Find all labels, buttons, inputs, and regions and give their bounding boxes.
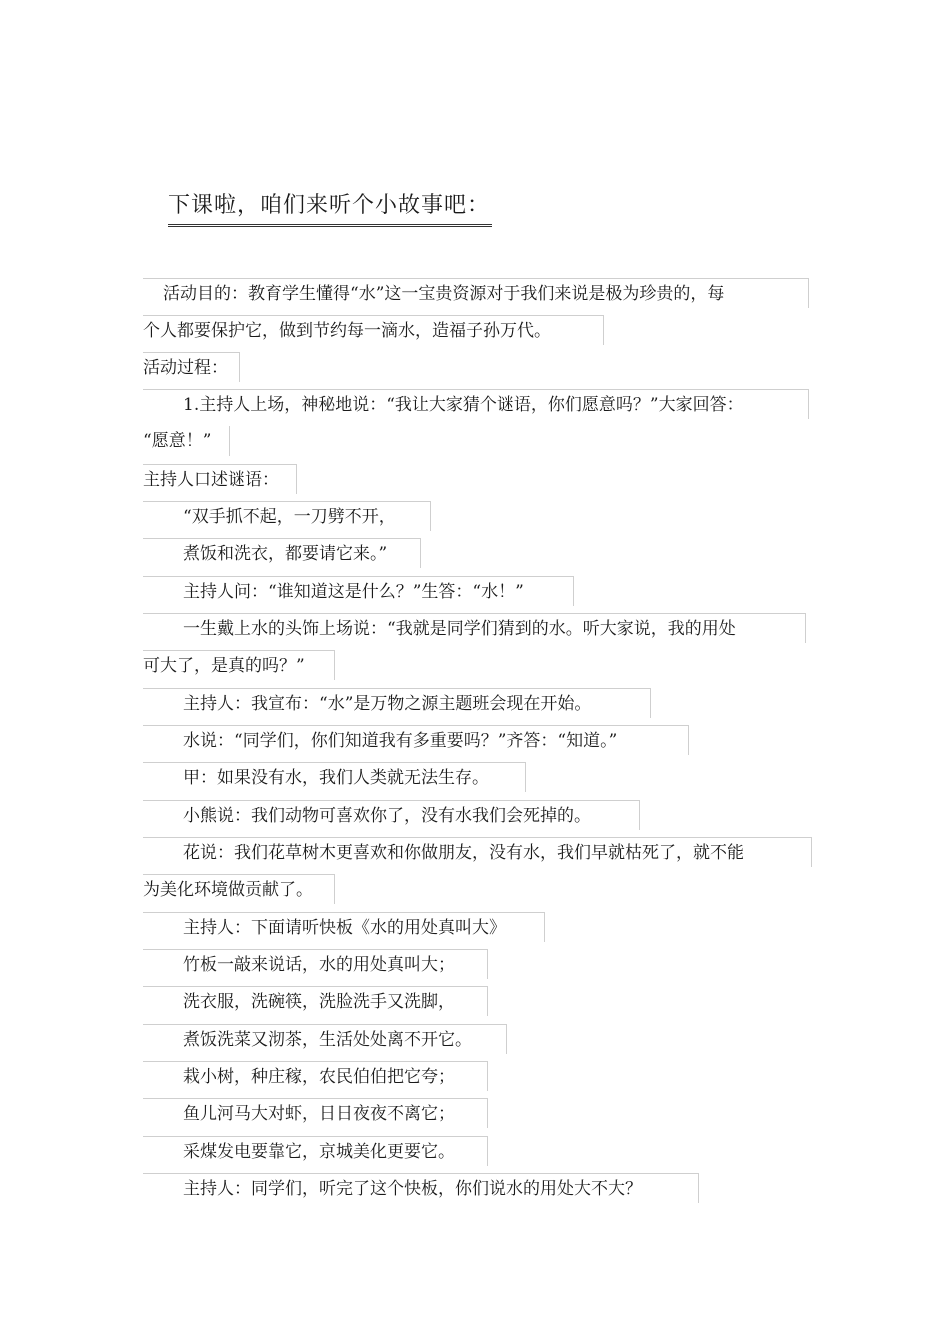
paragraph-line: 花说：我们花草树木更喜欢和你做朋友，没有水，我们早就枯死了，就不能 xyxy=(143,837,812,867)
page-title: 下课啦，咱们来听个小故事吧： xyxy=(168,190,492,227)
paragraph-line: 水说：“同学们，你们知道我有多重要吗？”齐答：“知道。” xyxy=(143,725,689,755)
paragraph-line: 1.主持人上场，神秘地说：“我让大家猜个谜语，你们愿意吗？”大家回答： xyxy=(143,389,809,419)
paragraph-line: “愿意！” xyxy=(143,426,230,456)
paragraph-line: 个人都要保护它，做到节约每一滴水，造福子孙万代。 xyxy=(143,315,604,345)
paragraph-line: 主持人口述谜语： xyxy=(143,464,297,494)
paragraph-line: 主持人问：“谁知道这是什么？”生答：“水！” xyxy=(143,576,574,606)
paragraph-line: 主持人：同学们，听完了这个快板，你们说水的用处大不大？ xyxy=(143,1173,699,1203)
paragraph-line: 可大了，是真的吗？” xyxy=(143,650,335,680)
paragraph-line: 采煤发电要靠它，京城美化更要它。 xyxy=(143,1136,488,1166)
paragraph-line: 甲：如果没有水，我们人类就无法生存。 xyxy=(143,762,526,792)
paragraph-line: 为美化环境做贡献了。 xyxy=(143,874,335,904)
paragraph-line: 竹板一敲来说话，水的用处真叫大； xyxy=(143,949,488,979)
paragraph-line: 栽小树，种庄稼，农民伯伯把它夸； xyxy=(143,1061,488,1091)
paragraph-line: 煮饭和洗衣，都要请它来。” xyxy=(143,538,421,568)
paragraph-line: 洗衣服，洗碗筷，洗脸洗手又洗脚， xyxy=(143,986,488,1016)
paragraph-line: 煮饭洗菜又沏茶，生活处处离不开它。 xyxy=(143,1024,507,1054)
paragraph-line: 鱼儿河马大对虾，日日夜夜不离它； xyxy=(143,1098,488,1128)
paragraph-line: 小熊说：我们动物可喜欢你了，没有水我们会死掉的。 xyxy=(143,800,640,830)
paragraph-line: 活动目的：教育学生懂得“水”这一宝贵资源对于我们来说是极为珍贵的，每 xyxy=(143,278,809,308)
paragraph-line: 主持人：我宣布：“水”是万物之源主题班会现在开始。 xyxy=(143,688,651,718)
paragraph-line: 主持人：下面请听快板《水的用处真叫大》 xyxy=(143,912,545,942)
paragraph-line: 活动过程： xyxy=(143,352,240,382)
paragraph-line: 一生戴上水的头饰上场说：“我就是同学们猜到的水。听大家说，我的用处 xyxy=(143,613,806,643)
paragraph-line: “双手抓不起，一刀劈不开， xyxy=(143,501,431,531)
